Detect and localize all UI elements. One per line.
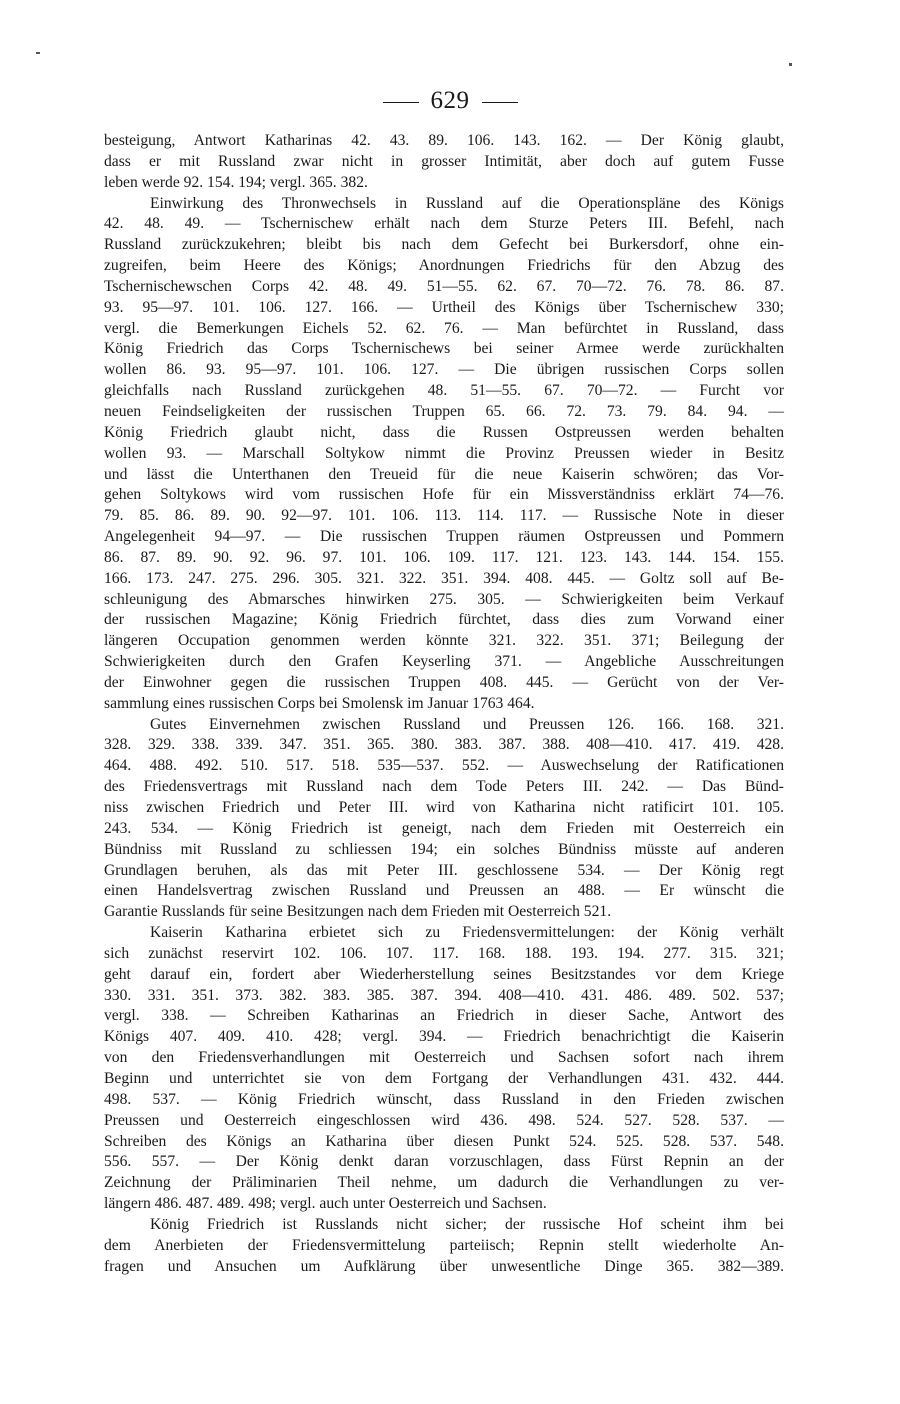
text-line: der russischen Magazine; König Friedrich fürchtet, dass dies zum Vorwand einer <box>104 611 784 629</box>
text-line: König Friedrich glaubt nicht, dass die Russen Ostpreussen werden behalten <box>104 423 784 441</box>
text-line: der Einwohner gegen die russischen Truppen 408. 445. — Gerücht von der Ver- <box>104 673 784 691</box>
text-line: 42. 48. 49. — Tschernischew erhält nach dem Sturze Peters III. Befehl, nach <box>104 215 784 233</box>
text-line: Preussen und Oesterreich eingeschlossen wird 436. 498. 524. 527. 528. 537. — <box>104 1111 784 1129</box>
text-line: 86. 87. 89. 90. 92. 96. 97. 101. 106. 109. 117. 121. 123. 143. 144. 154. 155. <box>104 548 784 566</box>
header-rule-right <box>482 102 518 103</box>
text-line: 464. 488. 492. 510. 517. 518. 535—537. 552. — Auswechselung der Ratificationen <box>104 757 784 775</box>
text-line: gleichfalls nach Russland zurückgehen 48. 51—55. 67. 70—72. — Furcht vor <box>104 382 784 400</box>
text-line: dem Anerbieten der Friedensvermittelung parteiisch; Repnin stellt wiederholte An- <box>104 1236 784 1254</box>
text-line: fragen und Ansuchen um Aufklärung über unwesentliche Dinge 365. 382—389. <box>104 1257 784 1275</box>
text-line: sammlung eines russischen Corps bei Smolensk im Januar 1763 464. <box>104 694 535 712</box>
text-line: König Friedrich das Corps Tschernischews bei seiner Armee werde zurückhalten <box>104 340 784 358</box>
text-line: Russland zurückzukehren; bleibt bis nach dem Gefecht bei Burkersdorf, ohne ein- <box>104 236 784 254</box>
text-line: dass er mit Russland zwar nicht in grosser Intimität, aber doch auf gutem Fusse <box>104 152 784 170</box>
text-line: 79. 85. 86. 89. 90. 92—97. 101. 106. 113. 114. 117. — Russische Note in dieser <box>104 507 784 525</box>
text-line: längeren Occupation genommen werden könnte 321. 322. 351. 371; Beilegung der <box>104 632 784 650</box>
text-line: leben werde 92. 154. 194; vergl. 365. 382. <box>104 173 368 191</box>
text-line: 93. 95—97. 101. 106. 127. 166. — Urtheil des Königs über Tschernischew 330; <box>104 298 784 316</box>
text-line: Grundlagen beruhen, als das mit Peter III. geschlossene 534. — Der König regt <box>104 861 784 879</box>
scan-speck <box>36 52 40 54</box>
text-line: Tschernischewschen Corps 42. 48. 49. 51—55. 62. 67. 70—72. 76. 78. 86. 87. <box>104 277 784 295</box>
text-line: 243. 534. — König Friedrich ist geneigt, nach dem Frieden mit Oesterreich ein <box>104 819 784 837</box>
text-line: niss zwischen Friedrich und Peter III. wird von Katharina nicht ratificirt 101. 105. <box>104 799 784 816</box>
text-line: Garantie Russlands für seine Besitzungen nach dem Frieden mit Oesterreich 521. <box>104 903 612 921</box>
text-line: gehen Soltykows wird vom russischen Hofe für ein Missverständniss erklärt 74—76. <box>104 486 784 504</box>
text-line: 328. 329. 338. 339. 347. 351. 365. 380. 383. 387. 388. 408—410. 417. 419. 428. <box>104 736 784 754</box>
text-line: von den Friedensverhandlungen mit Oesterreich und Sachsen sofort nach ihrem <box>104 1049 784 1067</box>
text-line: vergl. 338. — Schreiben Katharinas an Friedrich in dieser Sache, Antwort des <box>104 1007 784 1025</box>
text-line: 330. 331. 351. 373. 382. 383. 385. 387. 394. 408—410. 431. 486. 489. 502. 537; <box>104 986 784 1004</box>
text-line: Bündniss mit Russland zu schliessen 194; ein solches Bündniss müsste auf anderen <box>104 840 784 858</box>
text-line: Gutes Einvernehmen zwischen Russland und Preussen 126. 166. 168. 321. <box>150 715 784 733</box>
page-number: 629 <box>430 87 470 114</box>
text-line: 166. 173. 247. 275. 296. 305. 321. 322. 351. 394. 408. 445. — Goltz soll auf Be- <box>104 569 784 587</box>
text-line: Zeichnung der Präliminarien Theil nehme, um dadurch die Verhandlungen zu ver- <box>104 1174 784 1192</box>
text-line: des Friedensvertrags mit Russland nach dem Tode Peters III. 242. — Das Bünd- <box>104 778 784 796</box>
text-line: vergl. die Bemerkungen Eichels 52. 62. 76. — Man befürchtet in Russland, dass <box>104 319 784 337</box>
text-line: Beginn und unterrichtet sie von dem Fortgang der Verhandlungen 431. 432. 444. <box>104 1069 784 1087</box>
page-header <box>0 86 900 116</box>
text-line: Schreiben des Königs an Katharina über diesen Punkt 524. 525. 528. 537. 548. <box>104 1132 784 1150</box>
text-line: schleunigung des Abmarsches hinwirken 275. 305. — Schwierigkeiten beim Verkauf <box>104 590 784 608</box>
text-line: besteigung, Antwort Katharinas 42. 43. 89. 106. 143. 162. — Der König glaubt, <box>104 132 784 149</box>
text-line: Einwirkung des Thronwechsels in Russland auf die Operationspläne des Königs <box>150 194 784 212</box>
text-line: zugreifen, beim Heere des Königs; Anordnungen Friedrichs für den Abzug des <box>104 257 784 275</box>
text-line: 556. 557. — Der König denkt daran vorzuschlagen, dass Fürst Repnin an der <box>104 1153 784 1171</box>
text-line: einen Handelsvertrag zwischen Russland und Preussen an 488. — Er wünscht die <box>104 882 784 900</box>
text-line: König Friedrich ist Russlands nicht sicher; der russische Hof scheint ihm bei <box>150 1215 784 1233</box>
scan-speck <box>789 63 792 66</box>
text-line: Schwierigkeiten durch den Grafen Keyserling 371. — Angebliche Ausschreitungen <box>104 653 784 671</box>
text-line: wollen 86. 93. 95—97. 101. 106. 127. — Die übrigen russischen Corps sollen <box>104 361 784 379</box>
text-line: Königs 407. 409. 410. 428; vergl. 394. — Friedrich benachrichtigt die Kaiserin <box>104 1028 784 1046</box>
text-line: geht darauf ein, fordert aber Wiederherstellung seines Besitzstandes vor dem Kriege <box>104 965 784 983</box>
index-text-block <box>104 131 784 1277</box>
text-line: längern 486. 487. 489. 498; vergl. auch unter Oesterreich und Sachsen. <box>104 1195 547 1213</box>
text-line: und lässt die Unterthanen den Treueid für die neue Kaiserin schwören; das Vor- <box>104 465 784 483</box>
text-line: wollen 93. — Marschall Soltykow nimmt die Provinz Preussen wieder in Besitz <box>104 444 784 462</box>
text-line: neuen Feindseligkeiten der russischen Truppen 65. 66. 72. 73. 79. 84. 94. — <box>104 402 784 420</box>
text-line: sich zunächst reservirt 102. 106. 107. 117. 168. 188. 193. 194. 277. 315. 321; <box>104 944 784 962</box>
header-rule-left <box>383 102 419 103</box>
text-line: Angelegenheit 94—97. — Die russischen Truppen räumen Ostpreussen und Pommern <box>104 528 784 546</box>
text-line: Kaiserin Katharina erbietet sich zu Friedensvermittelungen: der König verhält <box>150 924 784 942</box>
text-line: 498. 537. — König Friedrich wünscht, dass Russland in den Frieden zwischen <box>104 1090 784 1108</box>
